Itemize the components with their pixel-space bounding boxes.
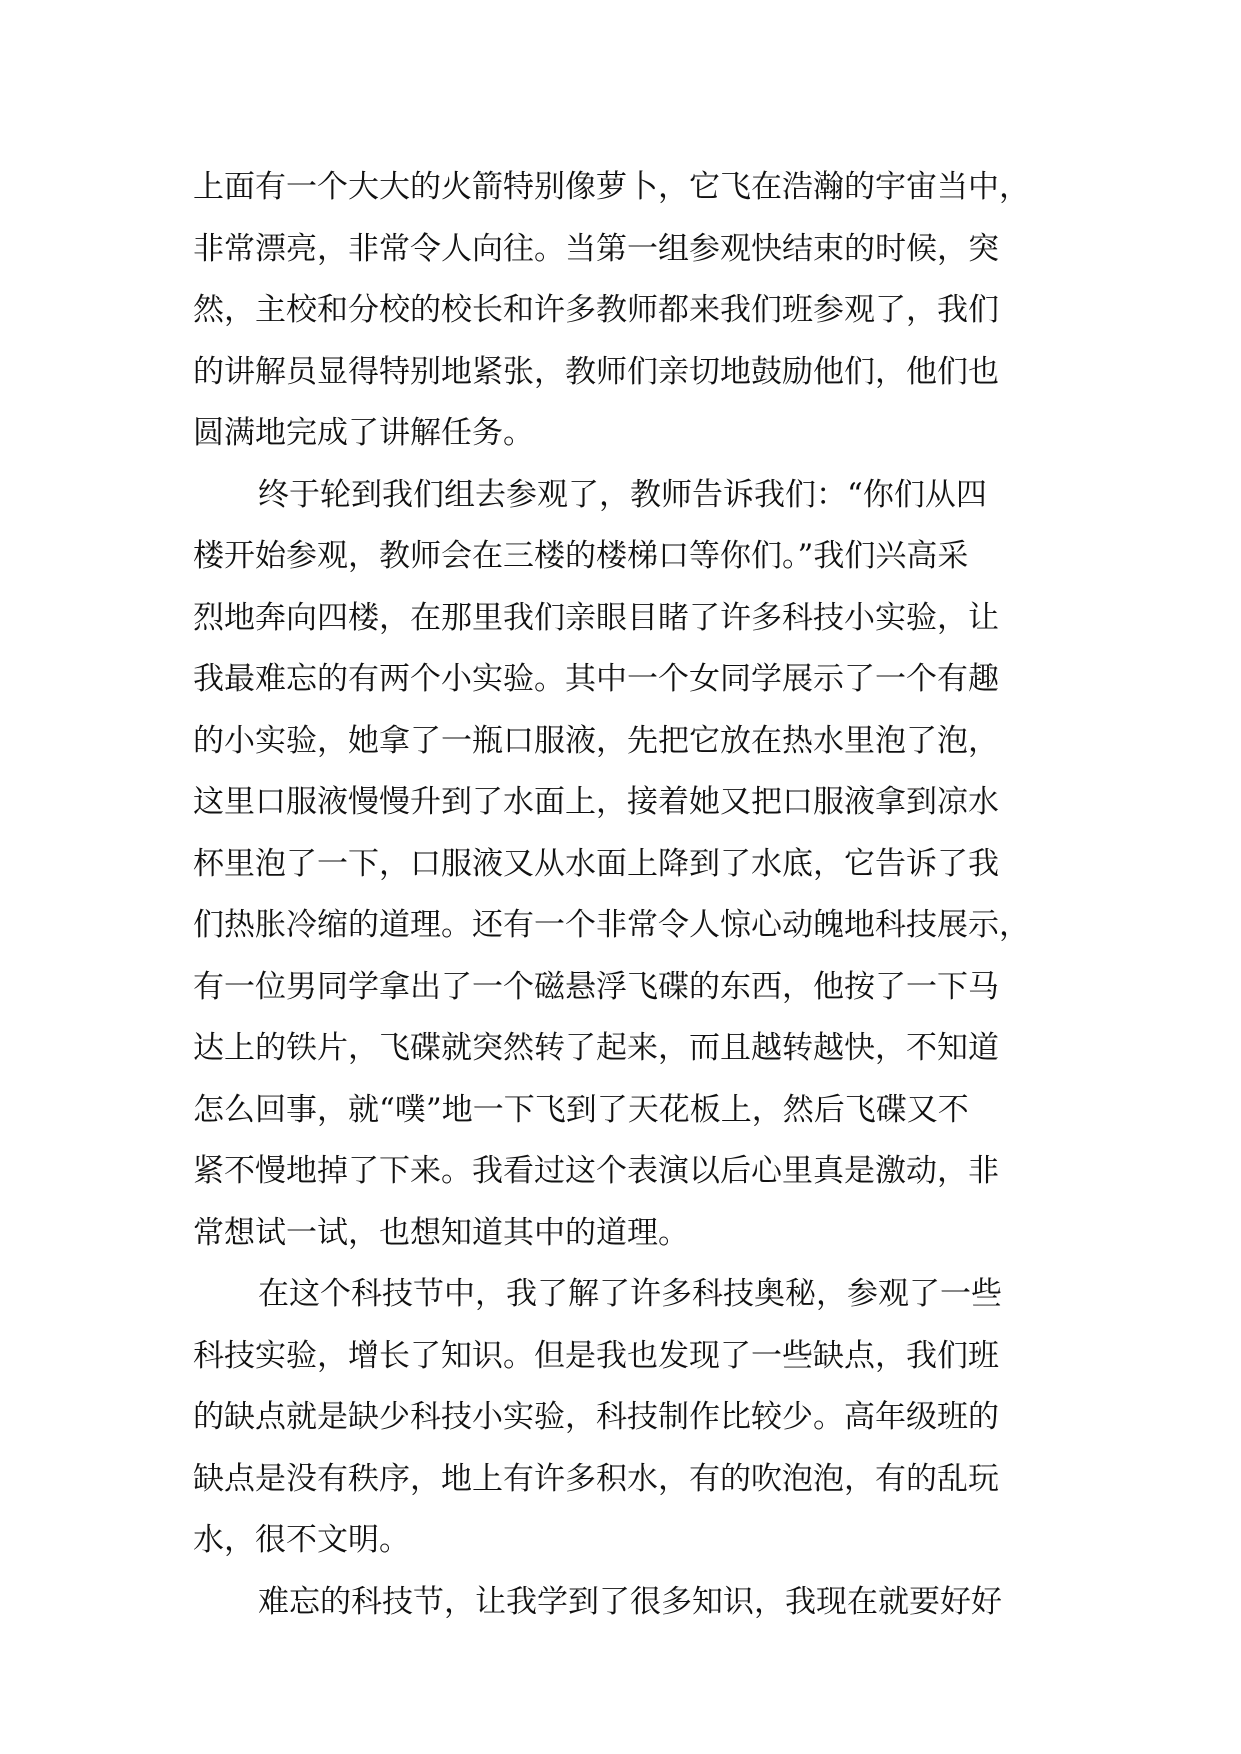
body-text (193, 157, 1073, 1633)
paragraph-first-line: 难忘的科技节，让我学到了很多知识，我现在就要好好 (258, 1583, 1002, 1620)
text-line: 然，主校和分校的校长和许多教师都来我们班参观了，我们 (193, 292, 999, 328)
text-line: 缺点是没有秩序，地上有许多积水，有的吹泡泡，有的乱玩 (193, 1460, 999, 1497)
text-line: 上面有一个大大的火箭特别像萝卜，它飞在浩瀚的宇宙当中， (193, 169, 1030, 205)
text-line: 达上的铁片，飞碟就突然转了起来，而且越转越快，不知道 (193, 1030, 999, 1066)
text-line: 有一位男同学拿出了一个磁悬浮飞碟的东西，他按了一下马 (193, 968, 999, 1005)
text-line: 圆满地完成了讲解任务。 (193, 415, 534, 451)
text-line: 常想试一试，也想知道其中的道理。 (193, 1214, 689, 1251)
text-line: 的小实验，她拿了一瓶口服液，先把它放在热水里泡了泡， (193, 722, 999, 759)
text-line: 水，很不文明。 (193, 1522, 410, 1558)
text-line: 杯里泡了一下，口服液又从水面上降到了水底，它告诉了我 (193, 845, 999, 882)
paragraph-first-line: 在这个科技节中，我了解了许多科技奥秘，参观了一些 (258, 1276, 1002, 1312)
text-line: 们热胀冷缩的道理。还有一个非常令人惊心动魄地科技展示， (193, 907, 1030, 943)
text-line: 这里口服液慢慢升到了水面上，接着她又把口服液拿到凉水 (193, 784, 999, 820)
text-line: 烈地奔向四楼，在那里我们亲眼目睹了许多科技小实验，让 (193, 599, 999, 636)
text-line: 我最难忘的有两个小实验。其中一个女同学展示了一个有趣 (193, 661, 999, 697)
text-line: 非常漂亮，非常令人向往。当第一组参观快结束的时候，突 (193, 230, 999, 267)
text-line: 怎么回事，就“噗”地一下飞到了天花板上，然后飞碟又不 (193, 1091, 969, 1128)
text-line: 紧不慢地掉了下来。我看过这个表演以后心里真是激动，非 (193, 1153, 999, 1189)
text-line: 的讲解员显得特别地紧张，教师们亲切地鼓励他们，他们也 (193, 353, 999, 390)
text-line: 科技实验，增长了知识。但是我也发现了一些缺点，我们班 (193, 1337, 999, 1374)
text-line: 楼开始参观，教师会在三楼的楼梯口等你们。”我们兴高采 (193, 538, 969, 574)
text-line: 的缺点就是缺少科技小实验，科技制作比较少。高年级班的 (193, 1399, 999, 1435)
paragraph-first-line: 终于轮到我们组去参观了，教师告诉我们：“你们从四 (258, 476, 987, 513)
